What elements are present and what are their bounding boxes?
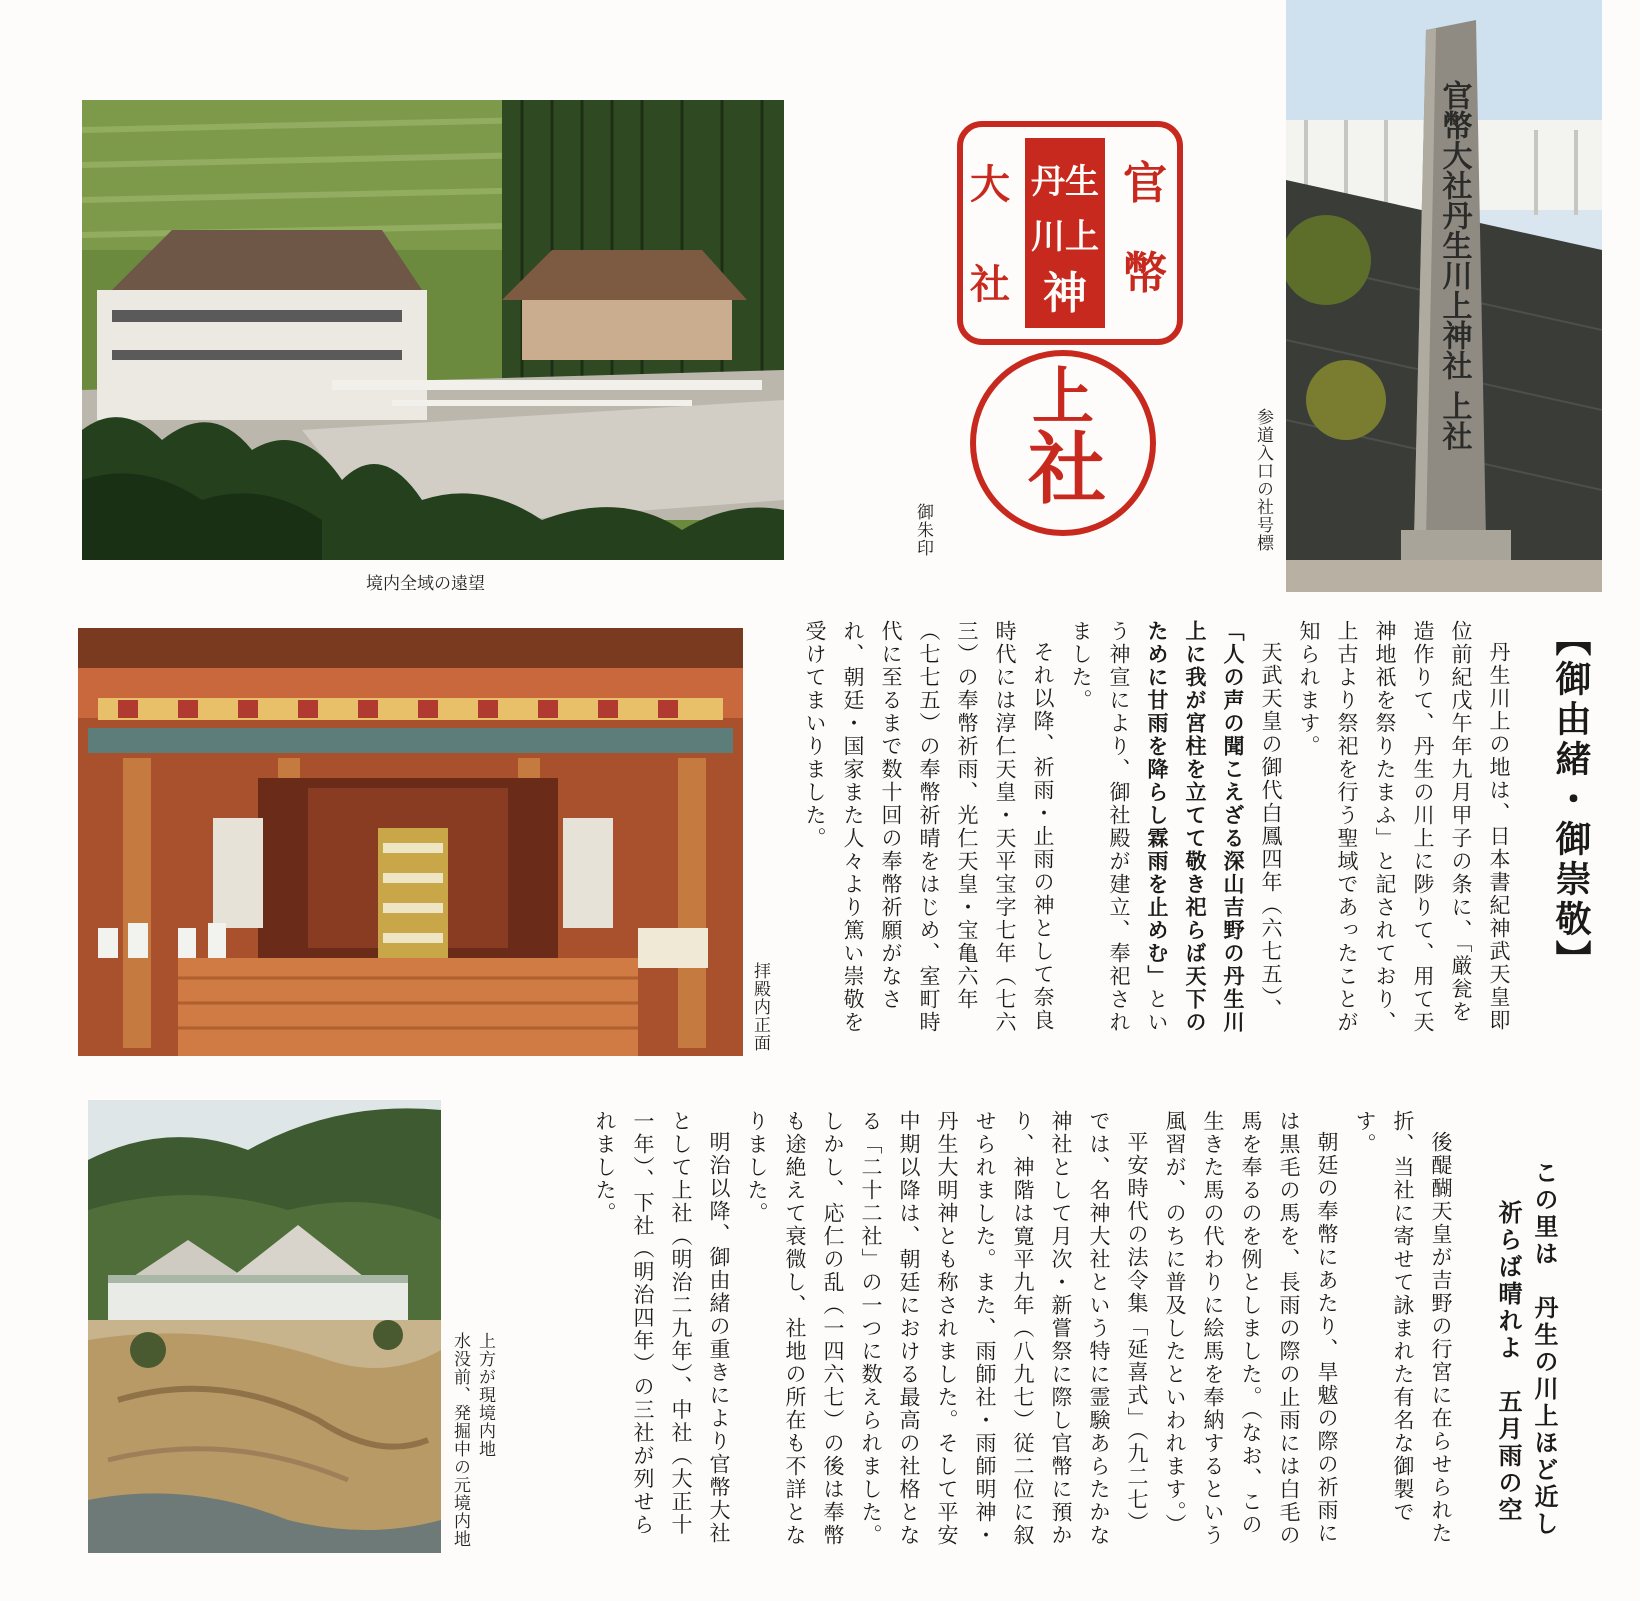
svg-text:社: 社 [1027, 424, 1107, 515]
history-paragraph-3: それ以降、祈雨・止雨の神として奈良時代には淳仁天皇・天平宝字七年（七六三）の奉幣祈雨、光仁天皇・宝亀六年（七七五）の奉幣祈晴をはじめ、室町時代に至るまで数十回の奉幣祈願がなされ、朝廷・国家また人々より篤い崇敬を受けてまいりました。 [803, 620, 1055, 1034]
round-seal [973, 353, 1153, 533]
site-caption-line1: 上方が現境内地 [475, 1332, 495, 1458]
shrine-sign-caption: 参道入口の社号標 [1253, 408, 1273, 552]
sign-engraving: 官幣大社丹生川上神社 上社 [1436, 80, 1472, 451]
imperial-poem [1490, 1160, 1562, 1540]
engishiki-paragraph: 平安時代の法令集「延喜式」（九二七）では、名神大社という特に霊験あらたかな神社として月次・新嘗祭に際し官幣に預かり、神階は寛平九年（八九七）従二位に叙せられました。また、雨師社・雨師明神・丹生大明神とも称されました。そして平安中期以降は、朝廷における最高の社格となる「二十二社」の一つに数えられました。しかし、応仁の乱（一四六七）の後は奉幣も途絶えて衰微し、社地の所在も不詳となりました。 [745, 1110, 1149, 1547]
hall-caption: 拝殿内正面 [750, 962, 770, 1052]
history-text-upper [803, 620, 1518, 1040]
goshuin-caption: 御朱印 [913, 503, 933, 557]
svg-text:神: 神 [1043, 268, 1087, 319]
history-text-lower [540, 1110, 1460, 1550]
svg-text:川上: 川上 [1031, 217, 1099, 257]
svg-text:丹生: 丹生 [1031, 162, 1099, 202]
hall-interior-photo [78, 628, 743, 1056]
svg-text:上: 上 [1031, 360, 1095, 433]
meiji-paragraph: 明治以降、御由緒の重きにより官幣大社として上社（明治二九年）、中社（大正十一年）、下社（明治四年）の三社が列せられました。 [593, 1110, 731, 1545]
poem-line-2: 祈らば晴れよ 五月雨の空 [1494, 1200, 1523, 1524]
site-caption-line2: 水没前、発掘中の元境内地 [450, 1332, 470, 1548]
svg-text:社: 社 [970, 261, 1010, 308]
svg-text:官: 官 [1123, 158, 1167, 209]
svg-text:幣: 幣 [1123, 248, 1167, 299]
square-seal [960, 124, 1180, 342]
goshuin-stamp [955, 118, 1187, 548]
history-paragraph-2 [1062, 620, 1290, 1040]
shrine-sign-photo [1286, 0, 1602, 592]
excavation-site-photo [88, 1100, 441, 1553]
poem-line-1: この里は 丹生の川上ほど近し [1530, 1160, 1559, 1538]
precinct-caption: 境内全域の遠望 [366, 574, 485, 594]
poem-note-paragraph: 後醍醐天皇が吉野の行宮に在らせられた折、当社に寄せて詠まれた有名な御製です。 [1353, 1110, 1453, 1545]
history-paragraph-1: 丹生川上の地は、日本書紀神武天皇即位前紀戊午年九月甲子の条に、「厳瓮を造作りて、丹生の川上に陟りて、用て天神地祇を祭りたまふ」と記されており、上古より祭祀を行う聖域であったことが知られます。 [1297, 620, 1511, 1034]
divine-oracle-quote: 「人の声の聞こえざる深山吉野の丹生川上に我が宮柱を立てて敬き祀らば天下のために甘雨を降らし霖雨を止めむ」 [1145, 620, 1246, 1034]
p2-tail: という神宣により、御社殿が建立、奉祀されました。 [1069, 620, 1169, 1034]
offering-horses-paragraph: 朝廷の奉幣にあたり、旱魃の際の祈雨には黒毛の馬を、長雨の際の止雨には白毛の馬を奉るのを例としました。（なお、この生きた馬の代わりに絵馬を奉納するという風習が、のちに普及したといわれます。） [1163, 1110, 1339, 1547]
svg-text:大: 大 [970, 161, 1010, 208]
precinct-photo [82, 100, 784, 560]
section-heading: 【御由緒・御崇敬】 [1550, 620, 1591, 980]
p2-lead: 天武天皇の御代白鳳四年（六七五）、 [1259, 641, 1283, 1022]
